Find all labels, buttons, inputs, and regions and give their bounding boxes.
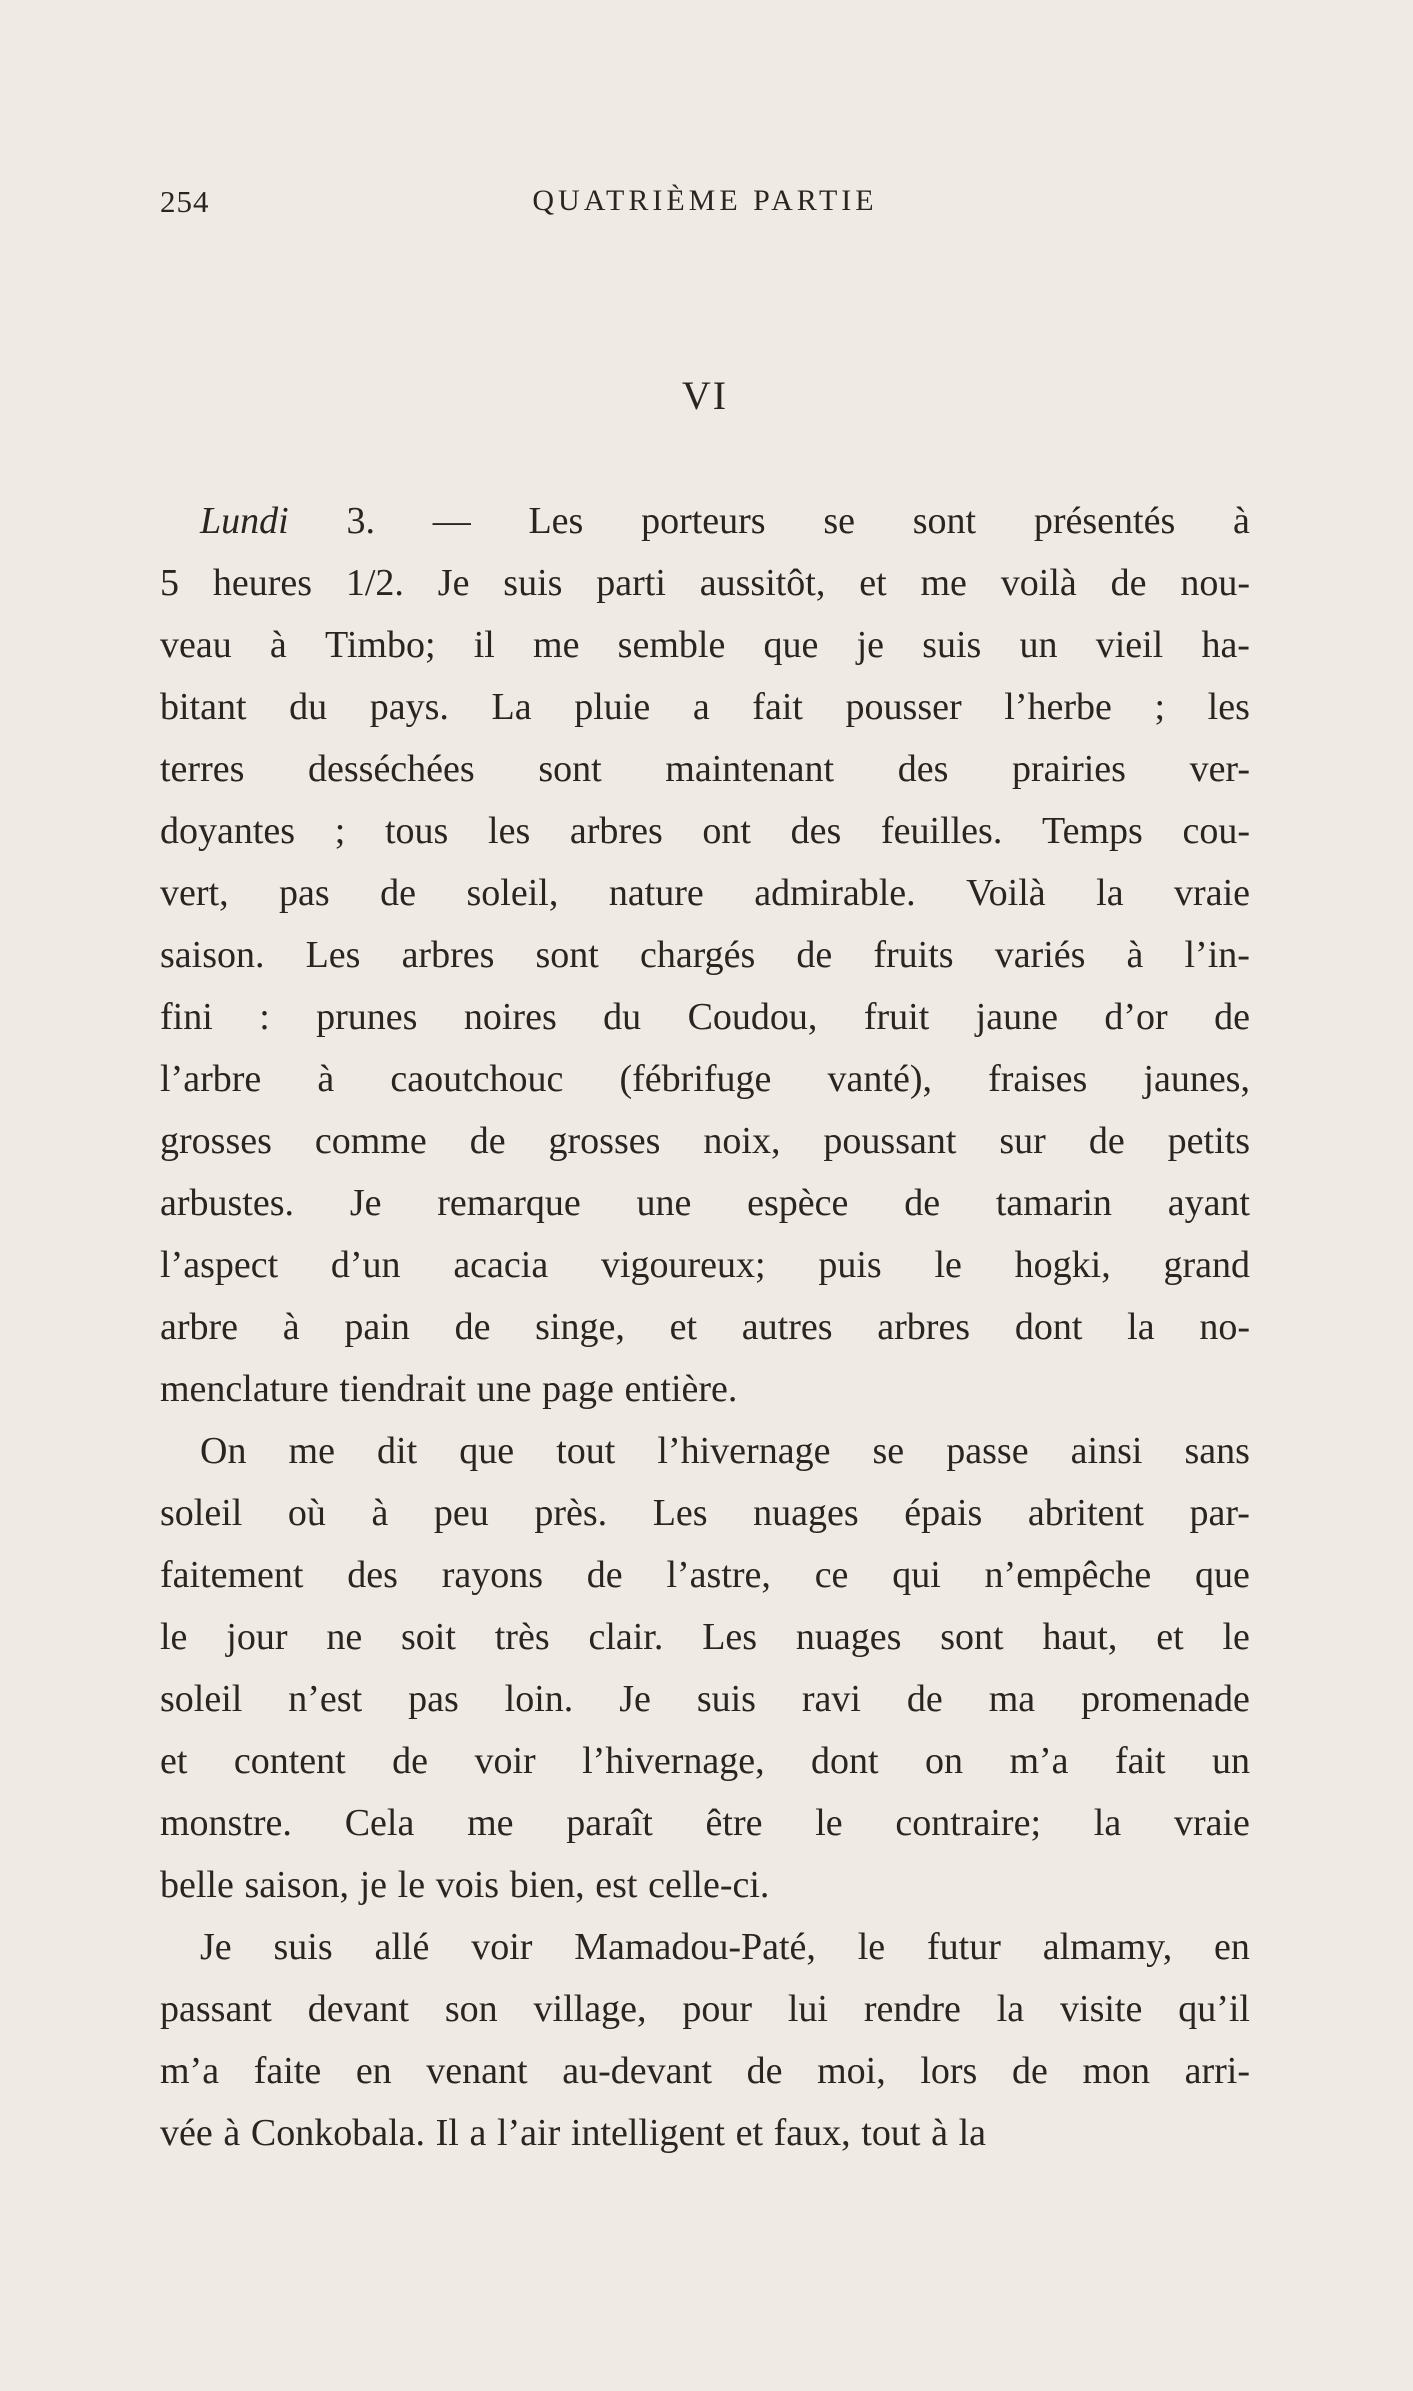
text-line: veau à Timbo; il me semble que je suis un vieil ha-: [160, 624, 1250, 666]
page-number: 254: [160, 184, 210, 219]
text-line: faitement des rayons de l’astre, ce qui n’empêche que: [160, 1554, 1250, 1596]
text-line: l’aspect d’un acacia vigoureux; puis le hogki, grand: [160, 1244, 1250, 1286]
text-line: monstre. Cela me paraît être le contraire; la vraie: [160, 1802, 1250, 1844]
text-line: menclature tiendrait une page entière.: [160, 1368, 738, 1410]
text-line: On me dit que tout l’hivernage se passe ainsi sans: [200, 1430, 1250, 1472]
text-line: le jour ne soit très clair. Les nuages sont haut, et le: [160, 1616, 1250, 1658]
running-title: QUATRIÈME PARTIE: [532, 184, 878, 217]
running-head: [160, 184, 1250, 224]
text-line: Lundi 3. — Les porteurs se sont présentés à: [200, 500, 1250, 542]
text-line: grosses comme de grosses noix, poussant sur de petits: [160, 1120, 1250, 1162]
text-line: fini : prunes noires du Coudou, fruit jaune d’or de: [160, 996, 1250, 1038]
paragraph: [160, 490, 1250, 1420]
text-line: doyantes ; tous les arbres ont des feuilles. Temps cou-: [160, 810, 1250, 852]
text-line: vert, pas de soleil, nature admirable. Voilà la vraie: [160, 872, 1250, 914]
text-line: passant devant son village, pour lui rendre la visite qu’il: [160, 1988, 1250, 2030]
body-text: [160, 490, 1250, 2164]
text-line: 5 heures 1/2. Je suis parti aussitôt, et me voilà de nou-: [160, 562, 1250, 604]
text-line: bitant du pays. La pluie a fait pousser l’herbe ; les: [160, 686, 1250, 728]
text-line: l’arbre à caoutchouc (fébrifuge vanté), fraises jaunes,: [160, 1058, 1250, 1100]
text-line: belle saison, je le vois bien, est celle-ci.: [160, 1864, 770, 1906]
paragraph: [160, 1916, 1250, 2164]
text-line: Je suis allé voir Mamadou-Paté, le futur almamy, en: [200, 1926, 1250, 1968]
text-line: soleil où à peu près. Les nuages épais abritent par-: [160, 1492, 1250, 1534]
chapter-heading: VI: [681, 373, 729, 418]
text-line: arbre à pain de singe, et autres arbres dont la no-: [160, 1306, 1250, 1348]
text-line: arbustes. Je remarque une espèce de tamarin ayant: [160, 1182, 1250, 1224]
text-line: m’a faite en venant au-devant de moi, lors de mon arri-: [160, 2050, 1250, 2092]
text-line: vée à Conkobala. Il a l’air intelligent et faux, tout à la: [160, 2112, 986, 2154]
text-line: soleil n’est pas loin. Je suis ravi de ma promenade: [160, 1678, 1250, 1720]
text-line: saison. Les arbres sont chargés de fruits variés à l’in-: [160, 934, 1250, 976]
text-line: et content de voir l’hivernage, dont on m’a fait un: [160, 1740, 1250, 1782]
text-line: terres desséchées sont maintenant des prairies ver-: [160, 748, 1250, 790]
paragraph: [160, 1420, 1250, 1916]
